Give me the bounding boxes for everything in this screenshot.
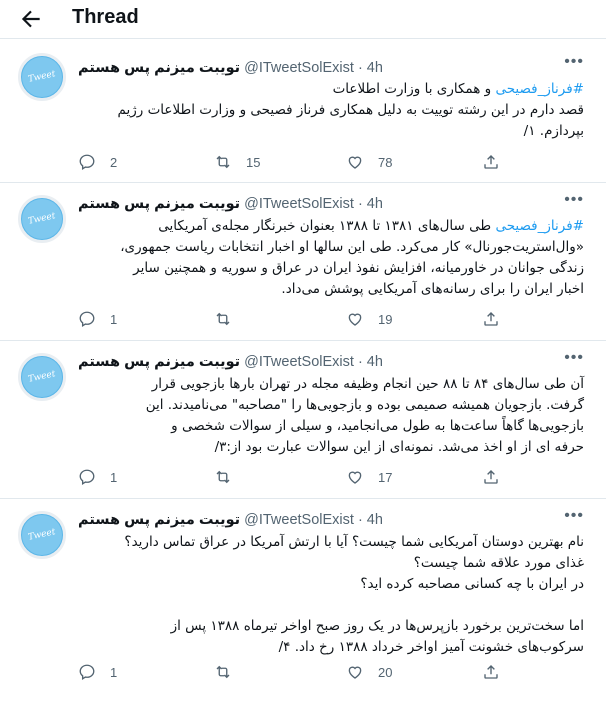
share-icon [482,310,500,328]
tweet-line: زندگی جوانان در خاورمیانه، افزایش نفوذ ایران در عراق و سوریه و همچنین سایر [133,260,584,276]
like-button[interactable] [346,153,392,171]
heart-icon [346,663,364,681]
retweet-icon [214,468,232,486]
author-handle[interactable]: @ITweetSolExist · 4h [244,512,383,528]
tweet-line: آن طی سال‌های ۸۴ تا ۸۸ حین انجام وظیفه مجله در تهران بارها بازجویی قرار [151,376,584,392]
more-options-icon[interactable]: ••• [564,507,584,524]
more-options-icon[interactable]: ••• [564,349,584,366]
like-button[interactable] [346,468,392,486]
reply-button[interactable] [78,153,117,171]
share-button[interactable] [482,310,500,328]
tweet-line: «وال‌استریت‌جورنال» کار می‌کرد. طی این سالها او اخبار انتخابات ریاست جمهوری، [120,239,584,255]
avatar[interactable] [18,353,66,401]
author-name[interactable]: تویبت میزنم پس هستم [78,196,241,212]
tweet-line: گرفت. بازجویان همیشه صمیمی بوده و بازجویی‌ها را "مصاحبه" می‌نامیدند. این [145,397,584,413]
reply-icon [78,310,96,328]
more-options-icon[interactable]: ••• [564,191,584,208]
tweet-text [78,216,584,300]
tweet-text [78,374,584,458]
author-name[interactable]: تویبت میزنم پس هستم [78,354,241,370]
tweet-actions [78,153,508,173]
avatar-label: Tweet [27,69,57,85]
tweet-line: در ایران با چه کسانی مصاحبه کرده اید؟ [360,576,584,592]
tweet-line-blank [78,595,584,616]
retweet-button[interactable] [214,663,246,681]
retweet-icon [214,310,232,328]
avatar-label: Tweet [27,369,57,385]
like-count: 20 [378,664,393,680]
tweet-line [78,79,584,100]
tweet-line: سرکوب‌های خشونت آمیز اواخر خرداد ۱۳۸۸ رخ داد. ۴/ [278,639,584,655]
reply-button[interactable] [78,468,117,486]
retweet-button[interactable] [214,153,260,171]
reply-icon [78,468,96,486]
tweet-line-text: و همکاری با وزارت اطلاعات [332,81,496,97]
tweet-meta [78,58,383,78]
avatar[interactable] [18,195,66,243]
author-handle[interactable]: @ITweetSolExist · 4h [244,196,383,212]
tweet-line: بپردازم. ۱/ [523,123,584,139]
retweet-icon [214,663,232,681]
tweet-meta [78,194,383,214]
like-count: 17 [378,469,393,485]
retweet-button[interactable] [214,310,246,328]
tweet-text [78,79,584,142]
thread-header [0,0,606,38]
hashtag-link[interactable]: #فرناز_فصیحی [495,81,584,97]
like-button[interactable] [346,310,392,328]
heart-icon [346,153,364,171]
avatar[interactable] [18,511,66,559]
back-button[interactable] [18,6,44,32]
reply-count: 1 [110,664,118,680]
share-button[interactable] [482,468,500,486]
tweet-actions [78,663,508,683]
reply-count: 2 [110,154,118,170]
retweet-count: 15 [246,154,261,170]
tweet-line [78,216,584,237]
retweet-icon [214,153,232,171]
more-options-icon[interactable]: ••• [564,53,584,70]
author-name[interactable]: تویبت میزنم پس هستم [78,60,241,76]
author-handle[interactable]: @ITweetSolExist · 4h [244,60,383,76]
share-icon [482,153,500,171]
like-count: 19 [378,311,393,327]
arrow-left-icon [18,6,44,32]
tweet[interactable] [0,340,606,498]
tweet-actions [78,310,508,330]
tweet-line: غذای مورد علاقه شما چیست؟ [413,555,584,571]
tweet-line: اما سخت‌ترین برخورد بازپرس‌ها در یک روز صبح اواخر تیرماه ۱۳۸۸ پس از [170,618,584,634]
reply-button[interactable] [78,310,117,328]
tweet-line: قصد دارم در این رشته توییت به دلیل همکاری فرناز فصیحی و وزارت اطلاعات رژیم [117,102,584,118]
heart-icon [346,468,364,486]
hashtag-link[interactable]: #فرناز_فصیحی [495,218,584,234]
avatar-label: Tweet [27,527,57,543]
retweet-button[interactable] [214,468,246,486]
share-button[interactable] [482,153,500,171]
heart-icon [346,310,364,328]
page-title: Thread [72,6,139,28]
tweet-line: حرفه ای از او اخذ می‌شد. نمونه‌ای از این سوالات عبارت بود از:۳/ [214,439,584,455]
tweet-line: بازجویی‌ها گاهاً ساعت‌ها به طول می‌انجامید، و سیلی از سوالات شخصی و [171,418,584,434]
tweet[interactable] [0,38,606,182]
reply-count: 1 [110,311,118,327]
share-icon [482,468,500,486]
tweet-line-text: طی سال‌های ۱۳۸۱ تا ۱۳۸۸ بعنوان خبرنگار مجله‌ی آمریکایی [158,218,496,234]
tweet[interactable] [0,182,606,340]
tweet-line: اخبار ایران را برای رسانه‌های آمریکایی پوشش می‌داد. [281,281,584,297]
tweet[interactable] [0,498,606,704]
like-count: 78 [378,154,393,170]
like-button[interactable] [346,663,392,681]
reply-icon [78,663,96,681]
tweet-meta [78,510,383,530]
tweet-text [78,532,584,658]
author-name[interactable]: تویبت میزنم پس هستم [78,512,241,528]
avatar[interactable] [18,53,66,101]
author-handle[interactable]: @ITweetSolExist · 4h [244,354,383,370]
tweet-actions [78,468,508,488]
reply-count: 1 [110,469,118,485]
avatar-label: Tweet [27,211,57,227]
reply-button[interactable] [78,663,117,681]
share-icon [482,663,500,681]
reply-icon [78,153,96,171]
share-button[interactable] [482,663,500,681]
tweet-meta [78,352,383,372]
tweet-line: نام بهترین دوستان آمریکایی شما چیست؟ آیا با ارتش آمریکا در عراق تماس دارید؟ [124,534,584,550]
